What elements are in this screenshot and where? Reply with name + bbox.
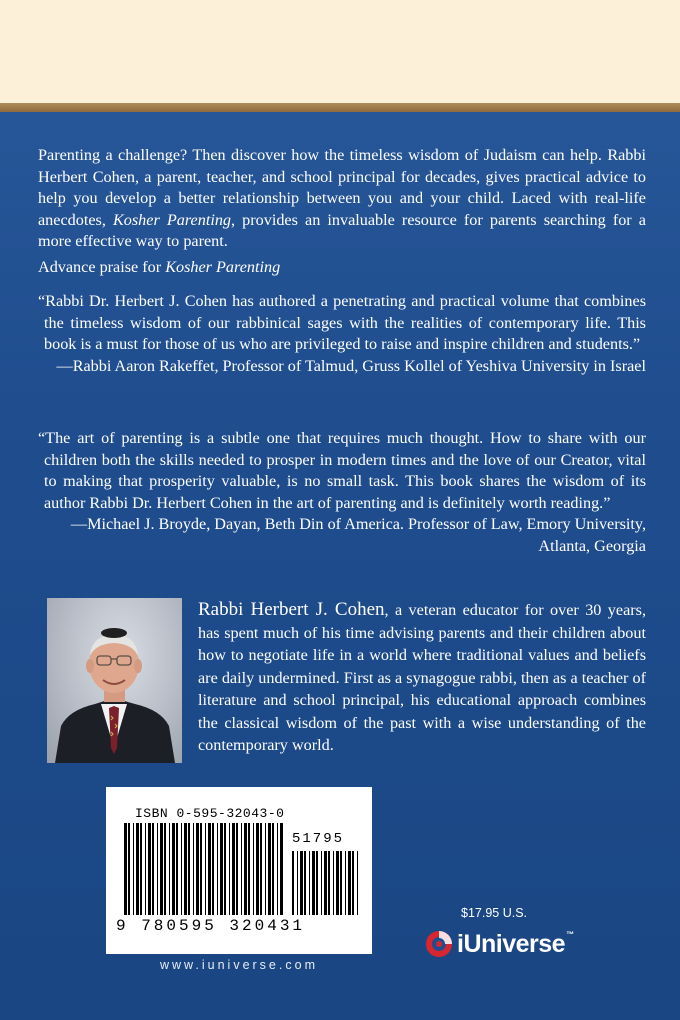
author-photo xyxy=(47,598,182,763)
author-name: Rabbi Herbert J. Cohen xyxy=(198,599,385,620)
author-bio-text: , a veteran educator for over 30 years, has spent much of his time advising parents and their children about how to negotiate life in a world where traditional values and beliefs are daily undermined. First as a synagogue rabbi, then as a teacher of literature and school principal, his educational approach combines the classical wisdom of the past with a wise understanding of the contemporary world. xyxy=(198,601,646,754)
quote-attribution: —Michael J. Broyde, Dayan, Beth Din of America. Professor of Law, Emory University, Atlanta, Georgia xyxy=(70,515,646,555)
price-code: 51795 xyxy=(292,831,345,847)
isbn-label: ISBN 0-595-32043-0 xyxy=(135,806,285,821)
author-bio xyxy=(198,599,646,757)
praise-heading-title: Kosher Parenting xyxy=(165,258,281,276)
iuniverse-swirl-icon xyxy=(424,929,454,959)
ean-digits: 9 780595 320431 xyxy=(116,917,306,935)
trademark-symbol: ™ xyxy=(566,929,574,939)
publisher-name xyxy=(457,930,574,959)
publisher-logo xyxy=(424,926,574,962)
blurb-text-end: , provides an invaluable resource for parents searching for a more effective way to parent. xyxy=(38,210,646,250)
quote-text: “Rabbi Dr. Herbert J. Cohen has authored a penetrating and practical volume that combines the timeless wisdom of our rabbinical sages with the realities of contemporary life. This book is a must for those of us who are privileged to raise and inspire children and students.” xyxy=(38,292,646,353)
quote-attribution: —Rabbi Aaron Rakeffet, Professor of Talmud, Gruss Kollel of Yeshiva University in Israel xyxy=(56,356,646,375)
book-blurb xyxy=(38,145,646,253)
praise-quote-2 xyxy=(38,428,646,557)
praise-heading xyxy=(38,257,646,279)
price-label: $17.95 U.S. xyxy=(461,906,528,920)
blurb-book-title: Kosher Parenting xyxy=(112,210,232,229)
publisher-name-text: iUniverse xyxy=(457,929,566,958)
isbn-barcode xyxy=(106,787,372,954)
blurb-text: Parenting a challenge? Then discover how the timeless wisdom of Judaism can help. Rabbi Herbert Cohen, a parent, teacher, and school principal for decades, gives practical advice to help you develop a better relationship between you and your child. Laced with real-life anecdotes, xyxy=(38,146,646,229)
praise-quote-1 xyxy=(38,291,646,377)
top-cream-band xyxy=(0,0,680,103)
website-url: www.iuniverse.com xyxy=(160,958,318,972)
praise-heading-prefix: Advance praise for xyxy=(38,258,166,276)
brown-rule xyxy=(0,103,680,112)
quote-text: “The art of parenting is a subtle one that requires much thought. How to share with our children both the skills needed to prosper in modern times and the love of our Creator, vital to making that prosperity valuable, is no small task. This book shares the wisdom of its author Rabbi Dr. Herbert Cohen in the art of parenting and is definitely worth reading.” xyxy=(38,429,646,512)
